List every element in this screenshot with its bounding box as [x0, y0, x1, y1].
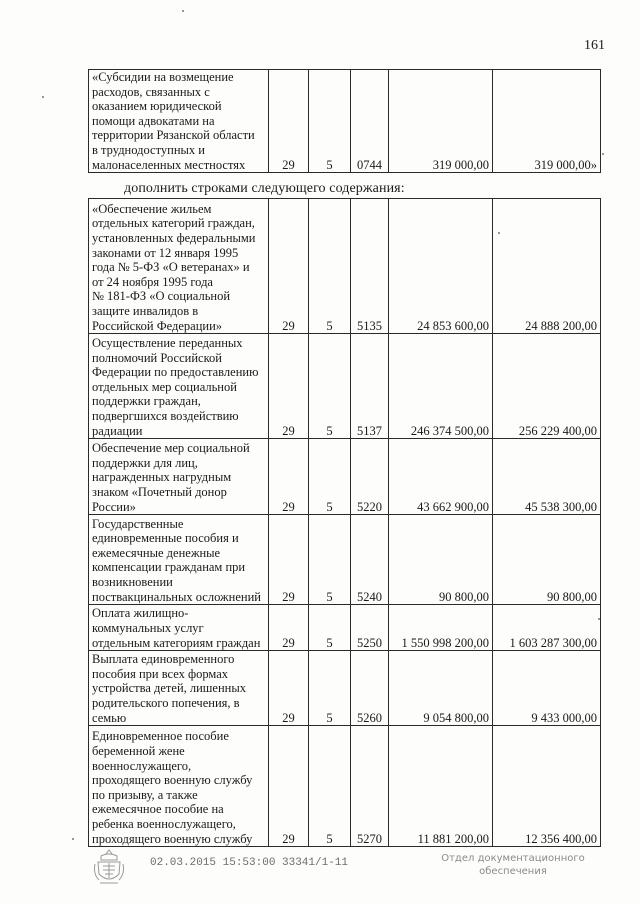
row-value-2: 45 538 300,00 [493, 439, 601, 515]
table-row [89, 334, 601, 439]
row-name: Государственные единовременные пособия и ежемесячные денежные компенсации гражданам при возникновении поствакцинальных осложнений [89, 515, 269, 605]
row-code-a: 29 [269, 199, 309, 334]
table-row [89, 605, 601, 651]
row-name: Осуществление переданных полномочий Российской Федерации по предоставлению отдельных мер социальной поддержки граждан, подвергшихся воздействию радиации [89, 334, 269, 439]
row-code-b: 5 [309, 334, 351, 439]
row-code-c: 5137 [351, 334, 389, 439]
row-code-c: 5270 [351, 726, 389, 847]
row-value-1: 24 853 600,00 [389, 199, 493, 334]
scan-speck [182, 10, 184, 12]
row-code-c: 5250 [351, 605, 389, 651]
row-value-1: 90 800,00 [389, 515, 493, 605]
row-value-2: 1 603 287 300,00 [493, 605, 601, 651]
row-code-c: 5260 [351, 651, 389, 726]
row-code-b: 5 [309, 605, 351, 651]
row-code-b: 5 [309, 651, 351, 726]
scan-speck [42, 96, 44, 98]
row-value-2: 9 433 000,00 [493, 651, 601, 726]
scan-speck [72, 838, 74, 840]
row-value-1: 11 881 200,00 [389, 726, 493, 847]
row-code-a: 29 [269, 439, 309, 515]
row-code-b: 5 [309, 515, 351, 605]
row-name: «Субсидии на возмещение расходов, связанных с оказанием юридической помощи адвокатами на территории Рязанской области в труднодоступных и малонаселенных местностях [89, 70, 269, 173]
footer-stamp-line2: обеспечения [479, 866, 547, 877]
row-code-b: 5 [309, 70, 351, 173]
table-row [89, 651, 601, 726]
page-number: 161 [584, 38, 605, 53]
row-value-1: 43 662 900,00 [389, 439, 493, 515]
row-value-1: 319 000,00 [389, 70, 493, 173]
row-value-1: 9 054 800,00 [389, 651, 493, 726]
table-row [89, 199, 601, 334]
row-name: Обеспечение мер социальной поддержки для лиц, награжденных нагрудным знаком «Почетный донор России» [89, 439, 269, 515]
table-row [89, 515, 601, 605]
row-value-2: 256 229 400,00 [493, 334, 601, 439]
row-code-a: 29 [269, 651, 309, 726]
row-value-2: 319 000,00» [493, 70, 601, 173]
row-value-1: 246 374 500,00 [389, 334, 493, 439]
row-code-a: 29 [269, 70, 309, 173]
scan-speck [598, 618, 600, 620]
scan-speck [498, 232, 500, 234]
row-value-2: 12 356 400,00 [493, 726, 601, 847]
row-code-a: 29 [269, 605, 309, 651]
footer-stamp [438, 852, 588, 878]
table-row [89, 439, 601, 515]
row-code-b: 5 [309, 199, 351, 334]
table-row [89, 726, 601, 847]
row-name: Выплата единовременного пособия при всех формах устройства детей, лишенных родительского попечения, в семью [89, 651, 269, 726]
row-code-b: 5 [309, 726, 351, 847]
row-name: «Обеспечение жильем отдельных категорий граждан, установленных федеральными законами от 12 января 1995 года № 5-ФЗ «О ветеранах» и от 24 ноября 1995 года № 181-ФЗ «О социальной защите инвалидов в Российской Федерации» [89, 199, 269, 334]
table-row [89, 70, 601, 173]
scan-speck [602, 153, 604, 155]
row-name: Оплата жилищно- коммунальных услуг отдельным категориям граждан [89, 605, 269, 651]
footer-datetime: 02.03.2015 15:53:00 [150, 857, 276, 869]
row-code-a: 29 [269, 334, 309, 439]
footer-stamp-line1: Отдел документационного [441, 853, 585, 864]
row-code-b: 5 [309, 439, 351, 515]
row-code-c: 5135 [351, 199, 389, 334]
row-code-c: 5220 [351, 439, 389, 515]
row-code-a: 29 [269, 726, 309, 847]
row-code-c: 5240 [351, 515, 389, 605]
insert-instruction: дополнить строками следующего содержания: [124, 181, 405, 196]
row-value-2: 90 800,00 [493, 515, 601, 605]
row-code-c: 0744 [351, 70, 389, 173]
coat-of-arms-icon [92, 848, 126, 888]
footer-document-code: 33341/1-11 [282, 857, 349, 869]
row-value-2: 24 888 200,00 [493, 199, 601, 334]
row-code-a: 29 [269, 515, 309, 605]
row-name: Единовременное пособие беременной жене военнослужащего, проходящего военную службу по призыву, а также ежемесячное пособие на ребенка военнослужащего, проходящего военную службу [89, 726, 269, 847]
row-value-1: 1 550 998 200,00 [389, 605, 493, 651]
